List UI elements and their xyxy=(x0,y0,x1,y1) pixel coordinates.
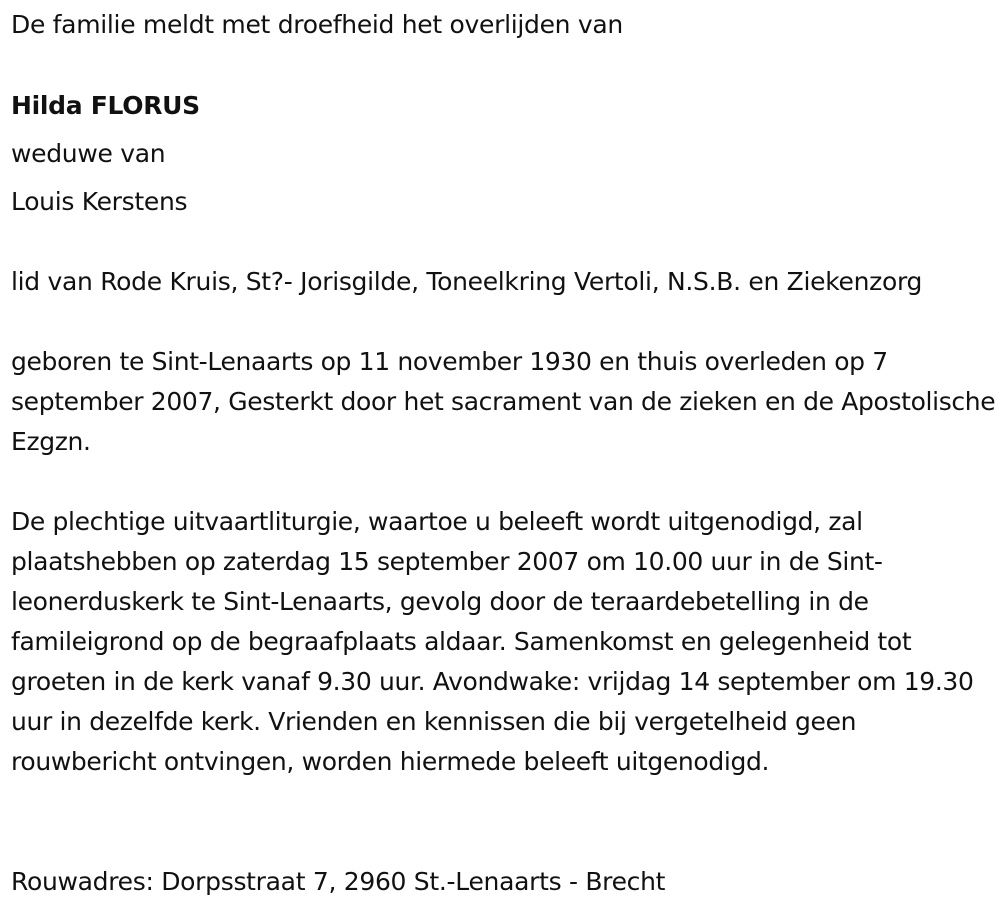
spouse-name: Louis Kerstens xyxy=(11,187,188,216)
relation-text: weduwe van xyxy=(11,139,166,168)
funeral-paragraph: De plechtige uitvaartliturgie, waartoe u beleeft wordt uitgenodigd, zal plaatshebben op zaterdag 15 september 2007 om 10.00 uur in de Sint-leonerduskerk te Sint-Lenaarts, gevolg door de teraardebetelling in de famileigrond op de begraafplaats aldaar. Samenkomst en gelegenheid tot groeten in de kerk vanaf 9.30 uur. Avondwake: vrijdag 14 september om 19.30 uur in dezelfde kerk. Vrienden en kennissen die bij vergetelheid geen rouwbericht ontvingen, worden hiermede beleeft uitgenodigd. xyxy=(11,507,974,776)
memberships-text: lid van Rode Kruis, St?- Jorisgilde, Toneelkring Vertoli, N.S.B. en Ziekenzorg xyxy=(11,267,923,296)
deceased-name: Hilda FLORUS xyxy=(11,91,200,120)
address-text: Rouwadres: Dorpsstraat 7, 2960 St.-Lenaarts - Brecht xyxy=(11,867,666,896)
intro-text: De familie meldt met droefheid het overlijden van xyxy=(11,10,623,39)
birth-death-paragraph: geboren te Sint-Lenaarts op 11 november 1930 en thuis overleden op 7 september 2007, Gesterkt door het sacrament van de zieken en de Apostolische Ezgzn. xyxy=(11,347,996,456)
